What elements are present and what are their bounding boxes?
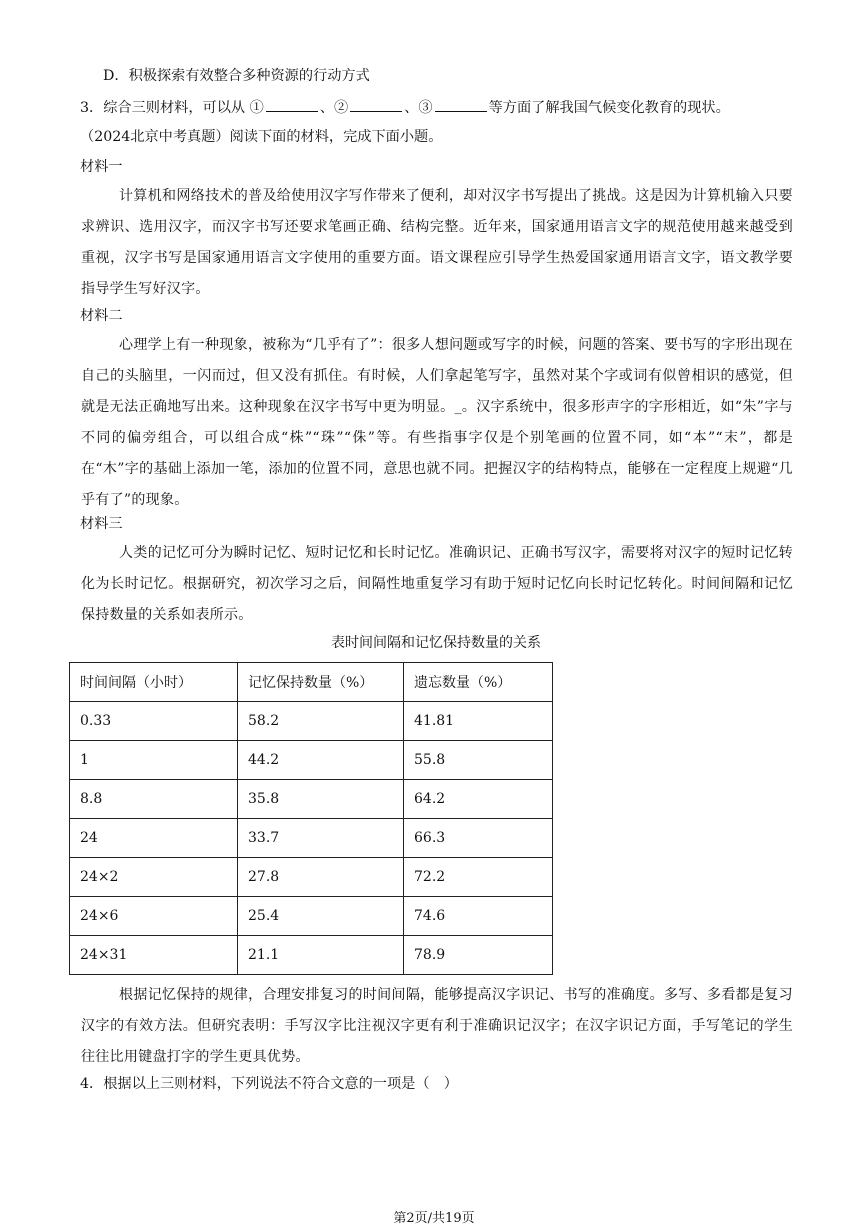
table-cell: 25.4 — [238, 897, 404, 936]
material-2-text — [81, 330, 793, 516]
material-1-body: 计算机和网络技术的普及给使用汉字写作带来了便利，却对汉字书写提出了挑战。这是因为计算机输入只要求辨识、选用汉字，而汉字书写还要求笔画正确、结构完整。近年来，国家通用语言文字的规范使用越来越受到重视，汉字书写是国家通用语言文字使用的重要方面。语文课程应引导学生热爱国家通用语言文字，语文教学要指导学生写好汉字。 — [81, 188, 793, 297]
reading-intro: （2024北京中考真题）阅读下面的材料，完成下面小题。 — [80, 129, 443, 145]
table-cell: 74.6 — [404, 897, 553, 936]
table-row — [70, 702, 553, 741]
table-row — [70, 897, 553, 936]
table-cell: 24×2 — [70, 858, 238, 897]
table-header-row — [70, 663, 553, 702]
table-row — [70, 780, 553, 819]
table-row — [70, 741, 553, 780]
table-cell: 66.3 — [404, 819, 553, 858]
table-cell: 41.81 — [404, 702, 553, 741]
table-cell: 58.2 — [238, 702, 404, 741]
material-2-body: 心理学上有一种现象，被称为“几乎有了”：很多人想问题或写字的时候，问题的答案、要书写的字形出现在自己的头脑里，一闪而过，但又没有抓住。有时候，人们拿起笔写字，虽然对某个字或词有似曾相识的感觉，但就是无法正确地写出来。这种现象在汉字书写中更为明显。_。汉字系统中，很多形声字的字形相近，如“朱”字与不同的偏旁组合，可以组合成“株”“珠”“侏”等。有些指事字仅是个别笔画的位置不同，如“本”“末”，都是在“木”字的基础上添加一笔，添加的位置不同，意思也就不同。把握汉字的结构特点，能够在一定程度上规避“几乎有了”的现象。 — [81, 337, 793, 508]
table-cell: 27.8 — [238, 858, 404, 897]
table-cell: 55.8 — [404, 741, 553, 780]
material-3-title: 材料三 — [80, 516, 123, 532]
table-cell: 33.7 — [238, 819, 404, 858]
table-cell: 72.2 — [404, 858, 553, 897]
material-3-text — [81, 538, 793, 631]
table-header: 记忆保持数量（%） — [238, 663, 404, 702]
material-1-title: 材料一 — [80, 159, 123, 175]
table-cell: 64.2 — [404, 780, 553, 819]
table-cell: 24 — [70, 819, 238, 858]
table-header: 时间间隔（小时） — [70, 663, 238, 702]
memory-table — [69, 662, 553, 975]
table-cell: 21.1 — [238, 936, 404, 975]
table-cell: 78.9 — [404, 936, 553, 975]
material-3-body: 人类的记忆可分为瞬时记忆、短时记忆和长时记忆。准确识记、正确书写汉字，需要将对汉字的短时记忆转化为长时记忆。根据研究，初次学习之后，间隔性地重复学习有助于短时记忆向长时记忆转化。时间间隔和记忆保持数量的关系如表所示。 — [81, 545, 793, 623]
material-2-title: 材料二 — [80, 308, 123, 324]
table-cell: 24×31 — [70, 936, 238, 975]
q3-sep1: 、② — [319, 100, 349, 116]
table-cell: 24×6 — [70, 897, 238, 936]
table-row — [70, 858, 553, 897]
q3-sep2: 、③ — [404, 100, 433, 116]
question-3 — [80, 97, 730, 118]
material-3-conclusion — [81, 980, 793, 1073]
page-number: 第2页/共19页 — [393, 1211, 475, 1226]
q3-prefix: 3．综合三则材料，可以从 ① — [80, 100, 264, 116]
table-caption: 表时间间隔和记忆保持数量的关系 — [331, 635, 541, 651]
table-row — [70, 819, 553, 858]
answer-blank-1[interactable] — [266, 97, 318, 112]
table-cell: 35.8 — [238, 780, 404, 819]
material-3-conclusion-body: 根据记忆保持的规律，合理安排复习的时间间隔，能够提高汉字识记、书写的准确度。多写、多看都是复习汉字的有效方法。但研究表明：手写汉字比注视汉字更有利于准确识记汉字；在汉字识记方面，手写笔记的学生往往比用键盘打字的学生更具优势。 — [81, 987, 793, 1065]
material-1-text — [81, 181, 793, 305]
table-header: 遗忘数量（%） — [404, 663, 553, 702]
table-row — [70, 936, 553, 975]
table-cell: 8.8 — [70, 780, 238, 819]
answer-blank-2[interactable] — [350, 97, 402, 112]
option-d: D．积极探索有效整合多种资源的行动方式 — [103, 68, 370, 84]
answer-blank-3[interactable] — [435, 97, 487, 112]
question-4: 4．根据以上三则材料，下列说法不符合文意的一项是（ ） — [80, 1076, 458, 1092]
table-cell: 1 — [70, 741, 238, 780]
q3-suffix: 等方面了解我国气候变化教育的现状。 — [488, 100, 730, 116]
table-cell: 44.2 — [238, 741, 404, 780]
table-cell: 0.33 — [70, 702, 238, 741]
